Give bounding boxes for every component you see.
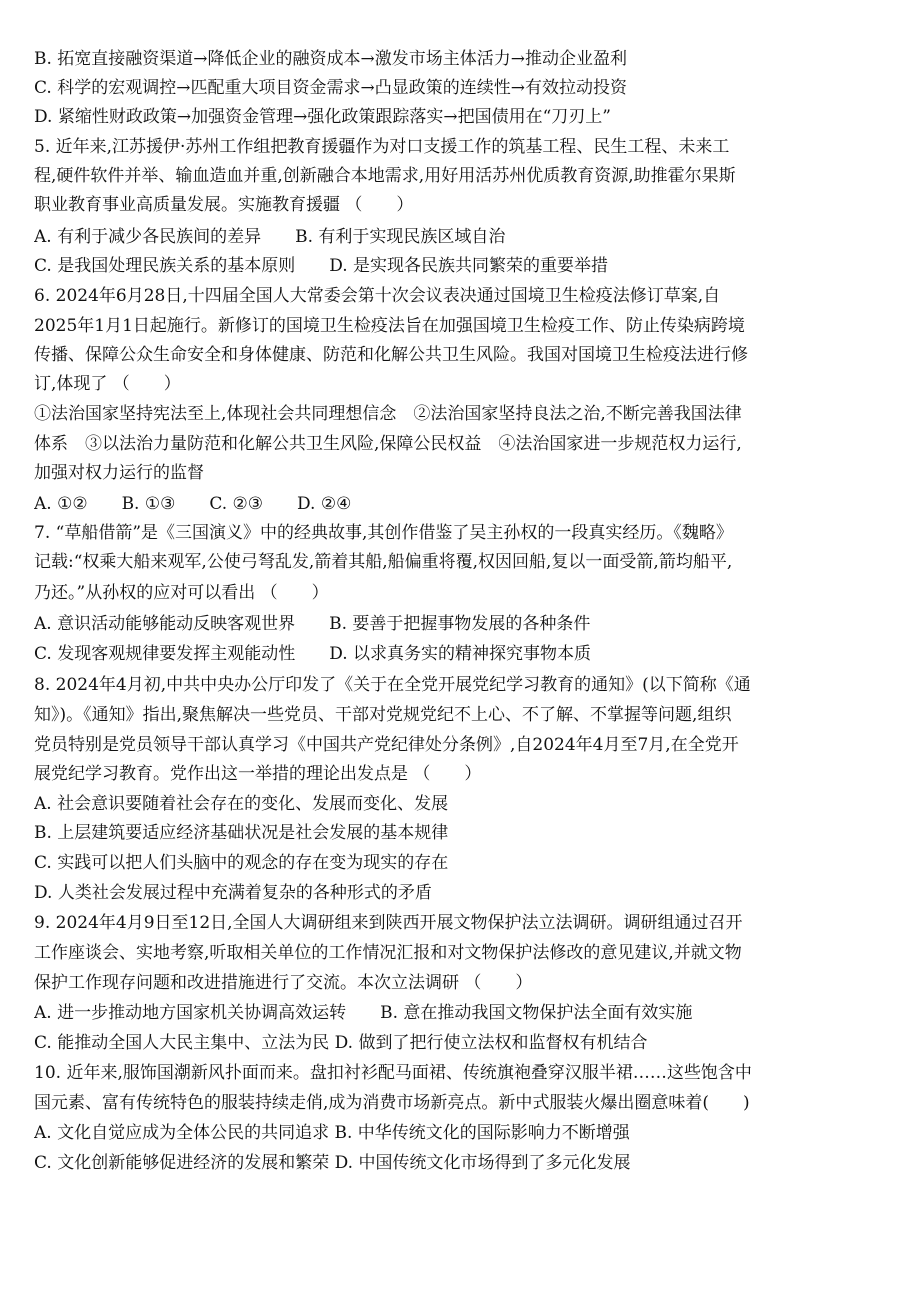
question-5-options-cd: C. 是我国处理民族关系的基本原则 D. 是实现各民族共同繁荣的重要举措 (34, 256, 609, 276)
question-9-options-cd: C. 能推动全国人大民主集中、立法为民 D. 做到了把行使立法权和监督权有机结合 (34, 1033, 648, 1053)
question-9-line-3: 保护工作现存问题和改进措施进行了交流。本次立法调研 （ ） (34, 973, 533, 993)
question-10-options-ab: A. 文化自觉应成为全体公民的共同追求 B. 中华传统文化的国际影响力不断增强 (34, 1123, 630, 1143)
question-8-line-2: 知》)。《通知》指出,聚焦解决一些党员、干部对党规党纪不上心、不了解、不掌握等问题,组织 (34, 705, 732, 725)
question-7-line-1: 7. “草船借箭”是《三国演义》中的经典故事,其创作借鉴了吴主孙权的一段真实经历。《魏略》 (34, 523, 733, 543)
question-5-line-1: 5. 近年来,江苏援伊·苏州工作组把教育援疆作为对口支援工作的筑基工程、民生工程、未来工 (34, 137, 730, 157)
question-8-line-4: 展党纪学习教育。党作出这一举措的理论出发点是 （ ） (34, 764, 482, 784)
question-6-line-4: 订,体现了 （ ） (34, 374, 181, 394)
question-6-statements-1: ①法治国家坚持宪法至上,体现社会共同理想信念 ②法治国家坚持良法之治,不断完善我国法律 (34, 404, 742, 424)
option-b-q4: B. 拓宽直接融资渠道→降低企业的融资成本→激发市场主体活力→推动企业盈利 (34, 49, 628, 69)
question-6-line-3: 传播、保障公众生命安全和身体健康、防范和化解公共卫生风险。我国对国境卫生检疫法进行修 (34, 345, 748, 365)
question-6-statements-2: 体系 ③以法治力量防范和化解公共卫生风险,保障公民权益 ④法治国家进一步规范权力运行, (34, 434, 742, 454)
question-7-options-cd: C. 发现客观规律要发挥主观能动性 D. 以求真务实的精神探究事物本质 (34, 644, 592, 664)
question-5-line-3: 职业教育事业高质量发展。实施教育援疆 （ ） (34, 195, 414, 215)
question-8-option-b: B. 上层建筑要适应经济基础状况是社会发展的基本规律 (34, 823, 449, 843)
question-10-line-2: 国元素、富有传统特色的服装持续走俏,成为消费市场新亮点。新中式服装火爆出圈意味着( ) (34, 1093, 750, 1113)
question-10-options-cd: C. 文化创新能够促进经济的发展和繁荣 D. 中国传统文化市场得到了多元化发展 (34, 1153, 631, 1173)
question-7-options-ab: A. 意识活动能够能动反映客观世界 B. 要善于把握事物发展的各种条件 (34, 614, 591, 634)
question-8-line-1: 8. 2024年4月初,中共中央办公厅印发了《关于在全党开展党纪学习教育的通知》(以下简称《通 (34, 675, 751, 695)
question-6-options: A. ①② B. ①③ C. ②③ D. ②④ (34, 494, 352, 514)
question-8-option-c: C. 实践可以把人们头脑中的观念的存在变为现实的存在 (34, 853, 449, 873)
question-6-line-2: 2025年1月1日起施行。新修订的国境卫生检疫法旨在加强国境卫生检疫工作、防止传染病跨境 (34, 316, 745, 336)
question-5-options-ab: A. 有利于减少各民族间的差异 B. 有利于实现民族区域自治 (34, 227, 506, 247)
option-c-q4: C. 科学的宏观调控→匹配重大项目资金需求→凸显政策的连续性→有效拉动投资 (34, 78, 627, 98)
question-6-line-1: 6. 2024年6月28日,十四届全国人大常委会第十次会议表决通过国境卫生检疫法修订草案,自 (34, 286, 721, 306)
question-7-line-3: 乃还。”从孙权的应对可以看出 （ ） (34, 583, 329, 603)
question-5-line-2: 程,硬件软件并举、输血造血并重,创新融合本地需求,用好用活苏州优质教育资源,助推霍尔果斯 (34, 166, 736, 186)
question-9-line-2: 工作座谈会、实地考察,听取相关单位的工作情况汇报和对文物保护法修改的意见建议,并就文物 (34, 943, 742, 963)
question-9-line-1: 9. 2024年4月9日至12日,全国人大调研组来到陕西开展文物保护法立法调研。调研组通过召开 (34, 913, 743, 933)
question-8-option-d: D. 人类社会发展过程中充满着复杂的各种形式的矛盾 (34, 883, 432, 903)
question-7-line-2: 记载:“权乘大船来观军,公使弓弩乱发,箭着其船,船偏重将覆,权因回船,复以一面受箭,箭均船平, (34, 552, 733, 572)
question-8-line-3: 党员特别是党员领导干部认真学习《中国共产党纪律处分条例》,自2024年4月至7月,在全党开 (34, 735, 739, 755)
question-9-options-ab: A. 进一步推动地方国家机关协调高效运转 B. 意在推动我国文物保护法全面有效实施 (34, 1003, 693, 1023)
question-10-line-1: 10. 近年来,服饰国潮新风扑面而来。盘扣衬衫配马面裙、传统旗袍叠穿汉服半裙……这些饱含中 (34, 1063, 752, 1083)
question-6-statements-3: 加强对权力运行的监督 (34, 463, 204, 483)
question-8-option-a: A. 社会意识要随着社会存在的变化、发展而变化、发展 (34, 794, 449, 814)
option-d-q4: D. 紧缩性财政政策→加强资金管理→强化政策跟踪落实→把国债用在“刀刃上” (34, 107, 611, 127)
